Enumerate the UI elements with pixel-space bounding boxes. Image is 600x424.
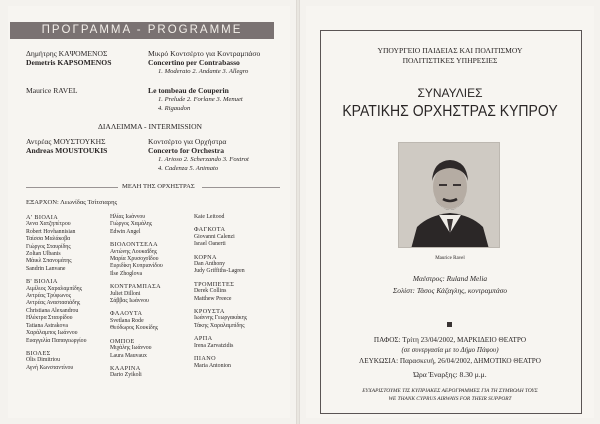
composer-en-1: Demetris KAPSOMENOS — [26, 58, 112, 67]
member-name: Ταίσσα Μαλάκοβα — [26, 236, 71, 243]
paphos-concert: ΠΑΦΟΣ: Τρίτη 23/04/2002, ΜΑΡΚΙΔΕΙΟ ΘΕΑΤΡΟ — [373, 336, 527, 344]
member-name: Svetlana Rode — [110, 317, 144, 324]
ministry-line-2: ΠΟΛΙΤΙΣΤΙΚΕΣ ΥΠΗΡΕΣΙΕΣ — [402, 56, 498, 65]
bullet-square — [447, 322, 452, 327]
member-name: Ηλέκτρα Σταυρίδου — [26, 315, 73, 322]
member-name: Edwin Angel — [110, 228, 141, 235]
member-name: Άννα Χατζηπέτρου — [26, 221, 71, 228]
member-name: Μάικλ Σπανομάτης — [26, 258, 72, 265]
member-name: Judy Griffiths-Lagren — [194, 268, 245, 275]
orchestra-title: ΚΡΑΤΙΚΗΣ ΟΡΧΗΣΤΡΑΣ ΚΥΠΡΟΥ — [342, 100, 558, 120]
work-title-gr-3: Κοντσέρτο για Ορχήστρα — [148, 137, 227, 146]
members-divider-right — [202, 187, 280, 188]
member-name: Giovanni Calenzi — [194, 233, 235, 240]
movements-2b: 4. Rigaudon — [158, 105, 191, 112]
movements-2a: 1. Prelude 2. Forlane 3. Menuet — [158, 96, 243, 103]
intermission-label: ΔΙΑΛΕΙΜΜΑ - INTERMISSION — [98, 122, 203, 131]
member-name: Ευριδίκη Κυπριανίδου — [110, 263, 163, 270]
members-title: ΜΕΛΗ ΤΗΣ ΟΡΧΗΣΤΡΑΣ — [122, 183, 195, 190]
section-flutes: ΦΛΑΟΥΤΑ — [110, 310, 143, 318]
member-name: Ευαγγελία Παπαγεωργίου — [26, 337, 87, 344]
section-clarinets: ΚΛΑΡΙΝΑ — [110, 364, 141, 372]
thanks-english: WE THANK CYPRUS AIRWAYS FOR THEIR SUPPORT — [388, 396, 512, 402]
members-divider-left — [26, 187, 118, 188]
ministry-line-1: ΥΠΟΥΡΓΕΙΟ ΠΑΙΔΕΙΑΣ ΚΑΙ ΠΟΛΙΤΙΣΜΟΥ — [377, 46, 523, 55]
section-oboes: ΟΜΠΟΕ — [110, 337, 135, 345]
member-name: Olis Dimitriou — [26, 357, 60, 364]
composer-en-2: Maurice RAVEL — [26, 86, 78, 95]
member-name: Αντώνης Λουκαΐδης — [110, 248, 158, 255]
member-name: Αιμίλιος Χαραλαμπίδης — [26, 285, 83, 292]
work-title-gr-1: Μικρό Κοντσέρτο για Κοντραμπάσο — [148, 49, 261, 58]
section-trumpets: ΤΡΟΜΠΕΤΕΣ — [194, 280, 235, 288]
section-first-violins: Α' ΒΙΟΛΙΑ — [26, 214, 59, 221]
composer-gr-3: Αντρέας ΜΟΥΣΤΟΥΚΗΣ — [26, 137, 106, 146]
member-name: Juliet Dilloni — [110, 290, 141, 297]
member-name: Maria Antonion — [194, 362, 231, 369]
member-name: Zoltan Ulbanis — [26, 251, 61, 258]
member-name: Dan Anthony — [194, 261, 226, 268]
programme-header: ΠΡΟΓΡΑΜΜΑ - PROGRAMME — [10, 22, 274, 39]
concerts-title: ΣΥΝΑΥΛΙΕΣ — [417, 86, 483, 100]
conductor-line: Μαέστρος: Ruland Melia — [412, 274, 488, 283]
section-second-violins: Β' ΒΙΟΛΙΑ — [26, 278, 58, 286]
movements-1: 1. Moderato 2. Andante 3. Allegro — [158, 68, 249, 75]
member-name: Christiana Alexandrou — [26, 307, 79, 314]
member-name: Israel Oanerti — [194, 241, 226, 248]
work-title-en-3: Concerto for Orchestra — [148, 146, 225, 155]
portrait-illustration — [399, 143, 500, 248]
member-name: Kaie Leitood — [194, 214, 225, 220]
section-violas: ΒΙΟΛΕΣ — [26, 349, 51, 357]
paphos-note: (σε συνεργασία με το Δήμο Πάφου) — [401, 346, 499, 354]
thanks-greek: ΕΥΧΑΡΙΣΤΟΥΜΕ ΤΙΣ ΚΥΠΡΙΑΚΕΣ ΑΕΡΟΓΡΑΜΜΕΣ ΓΙΑ ΤΗ ΣΥΜΒΟΛΗ ΤΟΥΣ — [362, 388, 538, 394]
section-bassoons: ΦΑΓΚΟΤΑ — [194, 226, 226, 234]
member-name: Θεόδωρος Κουκίδης — [110, 325, 159, 332]
member-name: Laura Mauvaux — [110, 352, 147, 359]
member-name: Αντρέας Τρύφωνος — [26, 293, 71, 300]
section-harp: ΑΡΠΑ — [194, 335, 213, 343]
section-double-basses: ΚΟΝΤΡΑΜΠΑΣΑ — [110, 283, 162, 291]
member-name: Tatiana Astrakova — [26, 322, 68, 329]
member-name: Derek Collins — [194, 288, 227, 295]
page-fold — [296, 0, 300, 424]
soloist-line: Σολίστ: Τάσος Κάζαγλης, κοντραμπάσο — [392, 286, 508, 295]
movements-3a: 1. Arioso 2. Scherzando 3. Foxtrot — [158, 156, 249, 163]
section-cellos: ΒΙΟΛΟΝΤΣΕΛΑ — [110, 241, 159, 249]
member-name: Robert Hovhannisian — [26, 228, 76, 235]
composer-portrait — [398, 142, 500, 248]
members-column-1 — [26, 214, 86, 372]
member-name: Ηλίας Ιωάννου — [110, 214, 146, 220]
section-horns: ΚΟΡΝΑ — [194, 253, 217, 261]
concertmaster: ΕΞΑΡΧΟΝ: Λεωνίδας Τσίτσιαρης — [26, 199, 118, 206]
start-time: Ώρα Έναρξης: 8.30 μ.μ. — [413, 370, 487, 379]
cover — [306, 6, 594, 418]
member-name: Γιώργος Χαμάλης — [110, 221, 153, 228]
member-name: Irena Zarvatzidis — [194, 342, 234, 349]
member-name: Σάββας Ιωάννου — [110, 298, 149, 305]
composer-gr-1: Δημήτρης ΚΑΨΟΜΕΝΟΣ — [26, 49, 108, 58]
member-name: Μιχάλης Ιωάννου — [110, 345, 152, 352]
nicosia-concert: ΛΕΥΚΩΣΙΑ: Παρασκευή, 26/04/2002, ΔΗΜΟΤΙΚΟ ΘΕΑΤΡΟ — [359, 357, 541, 365]
photo-caption: Maurice Ravel — [435, 256, 465, 261]
member-name: Γιώργος Σταυρίδης — [26, 243, 71, 250]
member-name: Sandrin Lanvane — [26, 265, 66, 272]
movements-3b: 4. Cadenza 5. Animato — [158, 165, 219, 172]
section-piano: ΠΙΑΝΟ — [194, 355, 216, 363]
member-name: Τάκης Χαραλαμπίδης — [194, 322, 245, 329]
section-percussion: ΚΡΟΥΣΤΑ — [194, 308, 225, 316]
members-column-2 — [110, 214, 163, 380]
work-title-en-1: Concertino per Contrabasso — [148, 58, 240, 67]
member-name: Αγνή Κωνσταντίνου — [26, 364, 74, 371]
member-name: Matthew Preece — [194, 295, 232, 302]
member-name: Dario Zyikoli — [110, 372, 142, 379]
member-name: Χαράλαμπος Ιωάννου — [26, 330, 78, 337]
member-name: Ιωάννης Γεωργακάκης — [194, 315, 248, 322]
member-name: Ilse Zhoglova — [110, 270, 143, 277]
member-name: Αντρέας Αναστασιάδης — [26, 300, 81, 307]
member-name: Μαρία Χρυσοχοΐδου — [110, 256, 159, 263]
composer-en-3: Andreas MOUSTOUKIS — [26, 146, 108, 155]
work-title-en-2: Le tombeau de Couperin — [148, 86, 229, 95]
members-column-3 — [194, 214, 247, 370]
